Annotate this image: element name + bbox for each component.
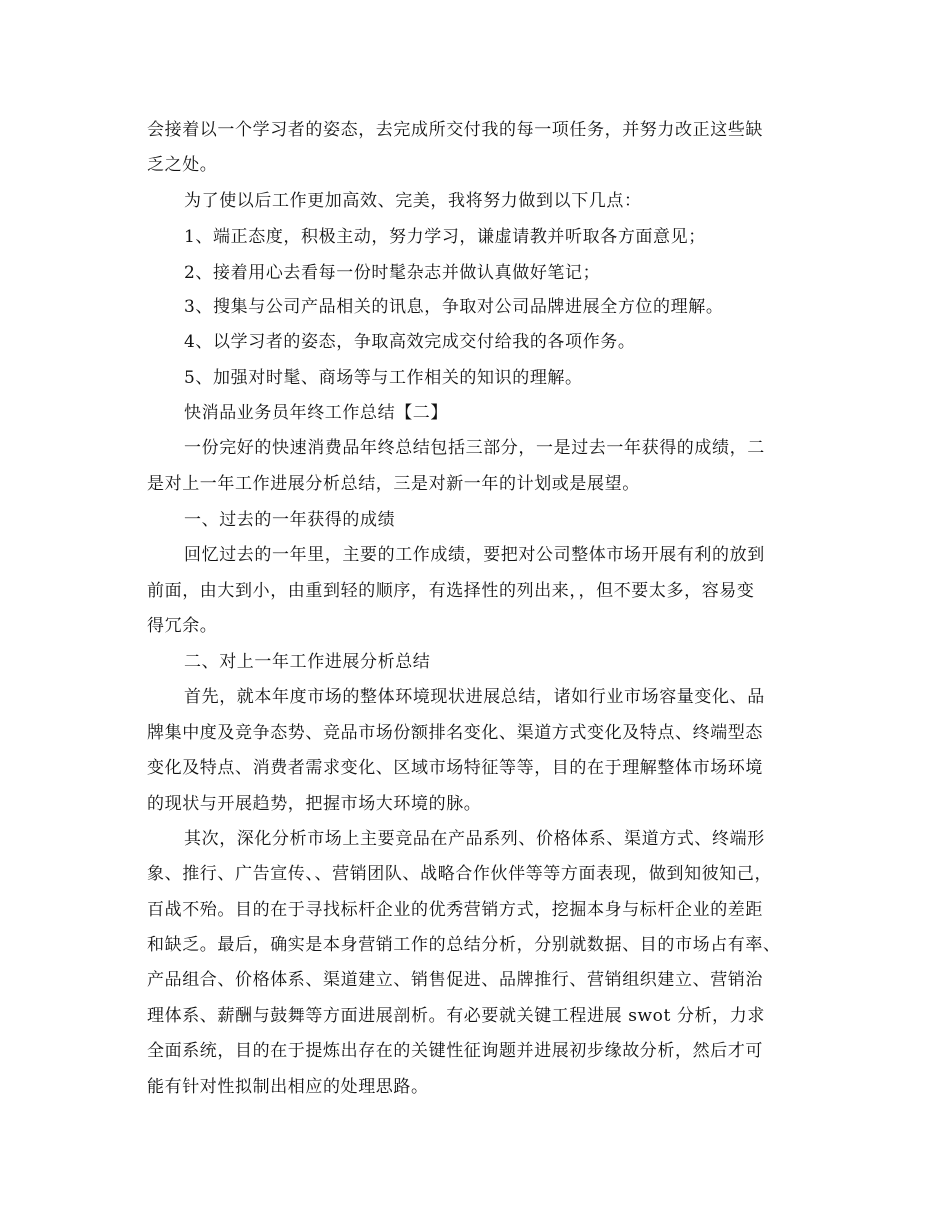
text-line-22: 象、推行、广告宣传、、营销团队、战略合作伙伴等等方面表现，做到知彼知己，	[147, 864, 773, 884]
text-line-23: 百战不殆。目的在于寻找标杆企业的优秀营销方式，挖掘本身与标杆企业的差距	[147, 900, 763, 920]
text-line-2: 乏之处。	[147, 155, 218, 175]
text-line-11: 是对上一年工作进展分析总结，三是对新一年的计划或是展望。	[147, 474, 640, 494]
text-line-13: 回忆过去的一年里，主要的工作成绩，要把对公司整体市场开展有利的放到	[184, 545, 765, 565]
text-line-18: 牌集中度及竞争态势、竞品市场份额排名变化、渠道方式变化及特点、终端型态	[147, 723, 763, 743]
text-line-20: 的现状与开展趋势，把握市场大环境的脉。	[147, 794, 482, 814]
text-line-1: 会接着以一个学习者的姿态，去完成所交付我的每一项任务，并努力改正这些缺	[147, 120, 763, 140]
list-item-4: 4、以学习者的姿态，争取高效完成交付给我的各项作务。	[184, 332, 636, 352]
text-line-14: 前面，由大到小，由重到轻的顺序，有选择性的列出来，，但不要太多，容易变	[147, 581, 755, 601]
text-line-28: 能有针对性拟制出相应的处理思路。	[147, 1077, 429, 1097]
text-line-26: 理体系、薪酬与鼓舞等方面进展剖析。有必要就关键工程进展 swot 分析，力求	[147, 1006, 765, 1026]
text-line-10: 一份完好的快速消费品年终总结包括三部分，一是过去一年获得的成绩，二	[184, 438, 765, 458]
text-line-17: 首先，就本年度市场的整体环境现状进展总结，诸如行业市场容量变化、品	[184, 687, 765, 707]
subheading-2: 二、对上一年工作进展分析总结	[184, 652, 431, 672]
list-item-2: 2、接着用心去看每一份时髦杂志并做认真做好笔记；	[184, 263, 601, 283]
text-line-27: 全面系统，目的在于提炼出存在的关键性征询题并进展初步缘故分析，然后才可	[147, 1041, 763, 1061]
list-item-1: 1、端正态度，积极主动，努力学习，谦虚请教并听取各方面意见；	[184, 227, 706, 247]
text-line-25: 产品组合、价格体系、渠道建立、销售促进、品牌推行、营销组织建立、营销治	[147, 970, 763, 990]
list-item-3: 3、搜集与公司产品相关的讯息，争取对公司品牌进展全方位的理解。	[184, 297, 724, 317]
text-line-3: 为了使以后工作更加高效、完美，我将努力做到以下几点：	[184, 191, 642, 211]
subheading-1: 一、过去的一年获得的成绩	[184, 510, 396, 530]
text-line-24: 和缺乏。最后，确实是本身营销工作的总结分析，分别就数据、目的市场占有率、	[147, 935, 781, 955]
text-line-19: 变化及特点、消费者需求变化、区域市场特征等等，目的在于理解整体市场环境	[147, 758, 763, 778]
list-item-5: 5、加强对时髦、商场等与工作相关的知识的理解。	[184, 368, 583, 388]
text-line-15: 得冗余。	[147, 616, 218, 636]
section-title: 快消品业务员年终工作总结【二】	[184, 403, 448, 423]
text-line-21: 其次，深化分析市场上主要竞品在产品系列、价格体系、渠道方式、终端形	[184, 829, 765, 849]
